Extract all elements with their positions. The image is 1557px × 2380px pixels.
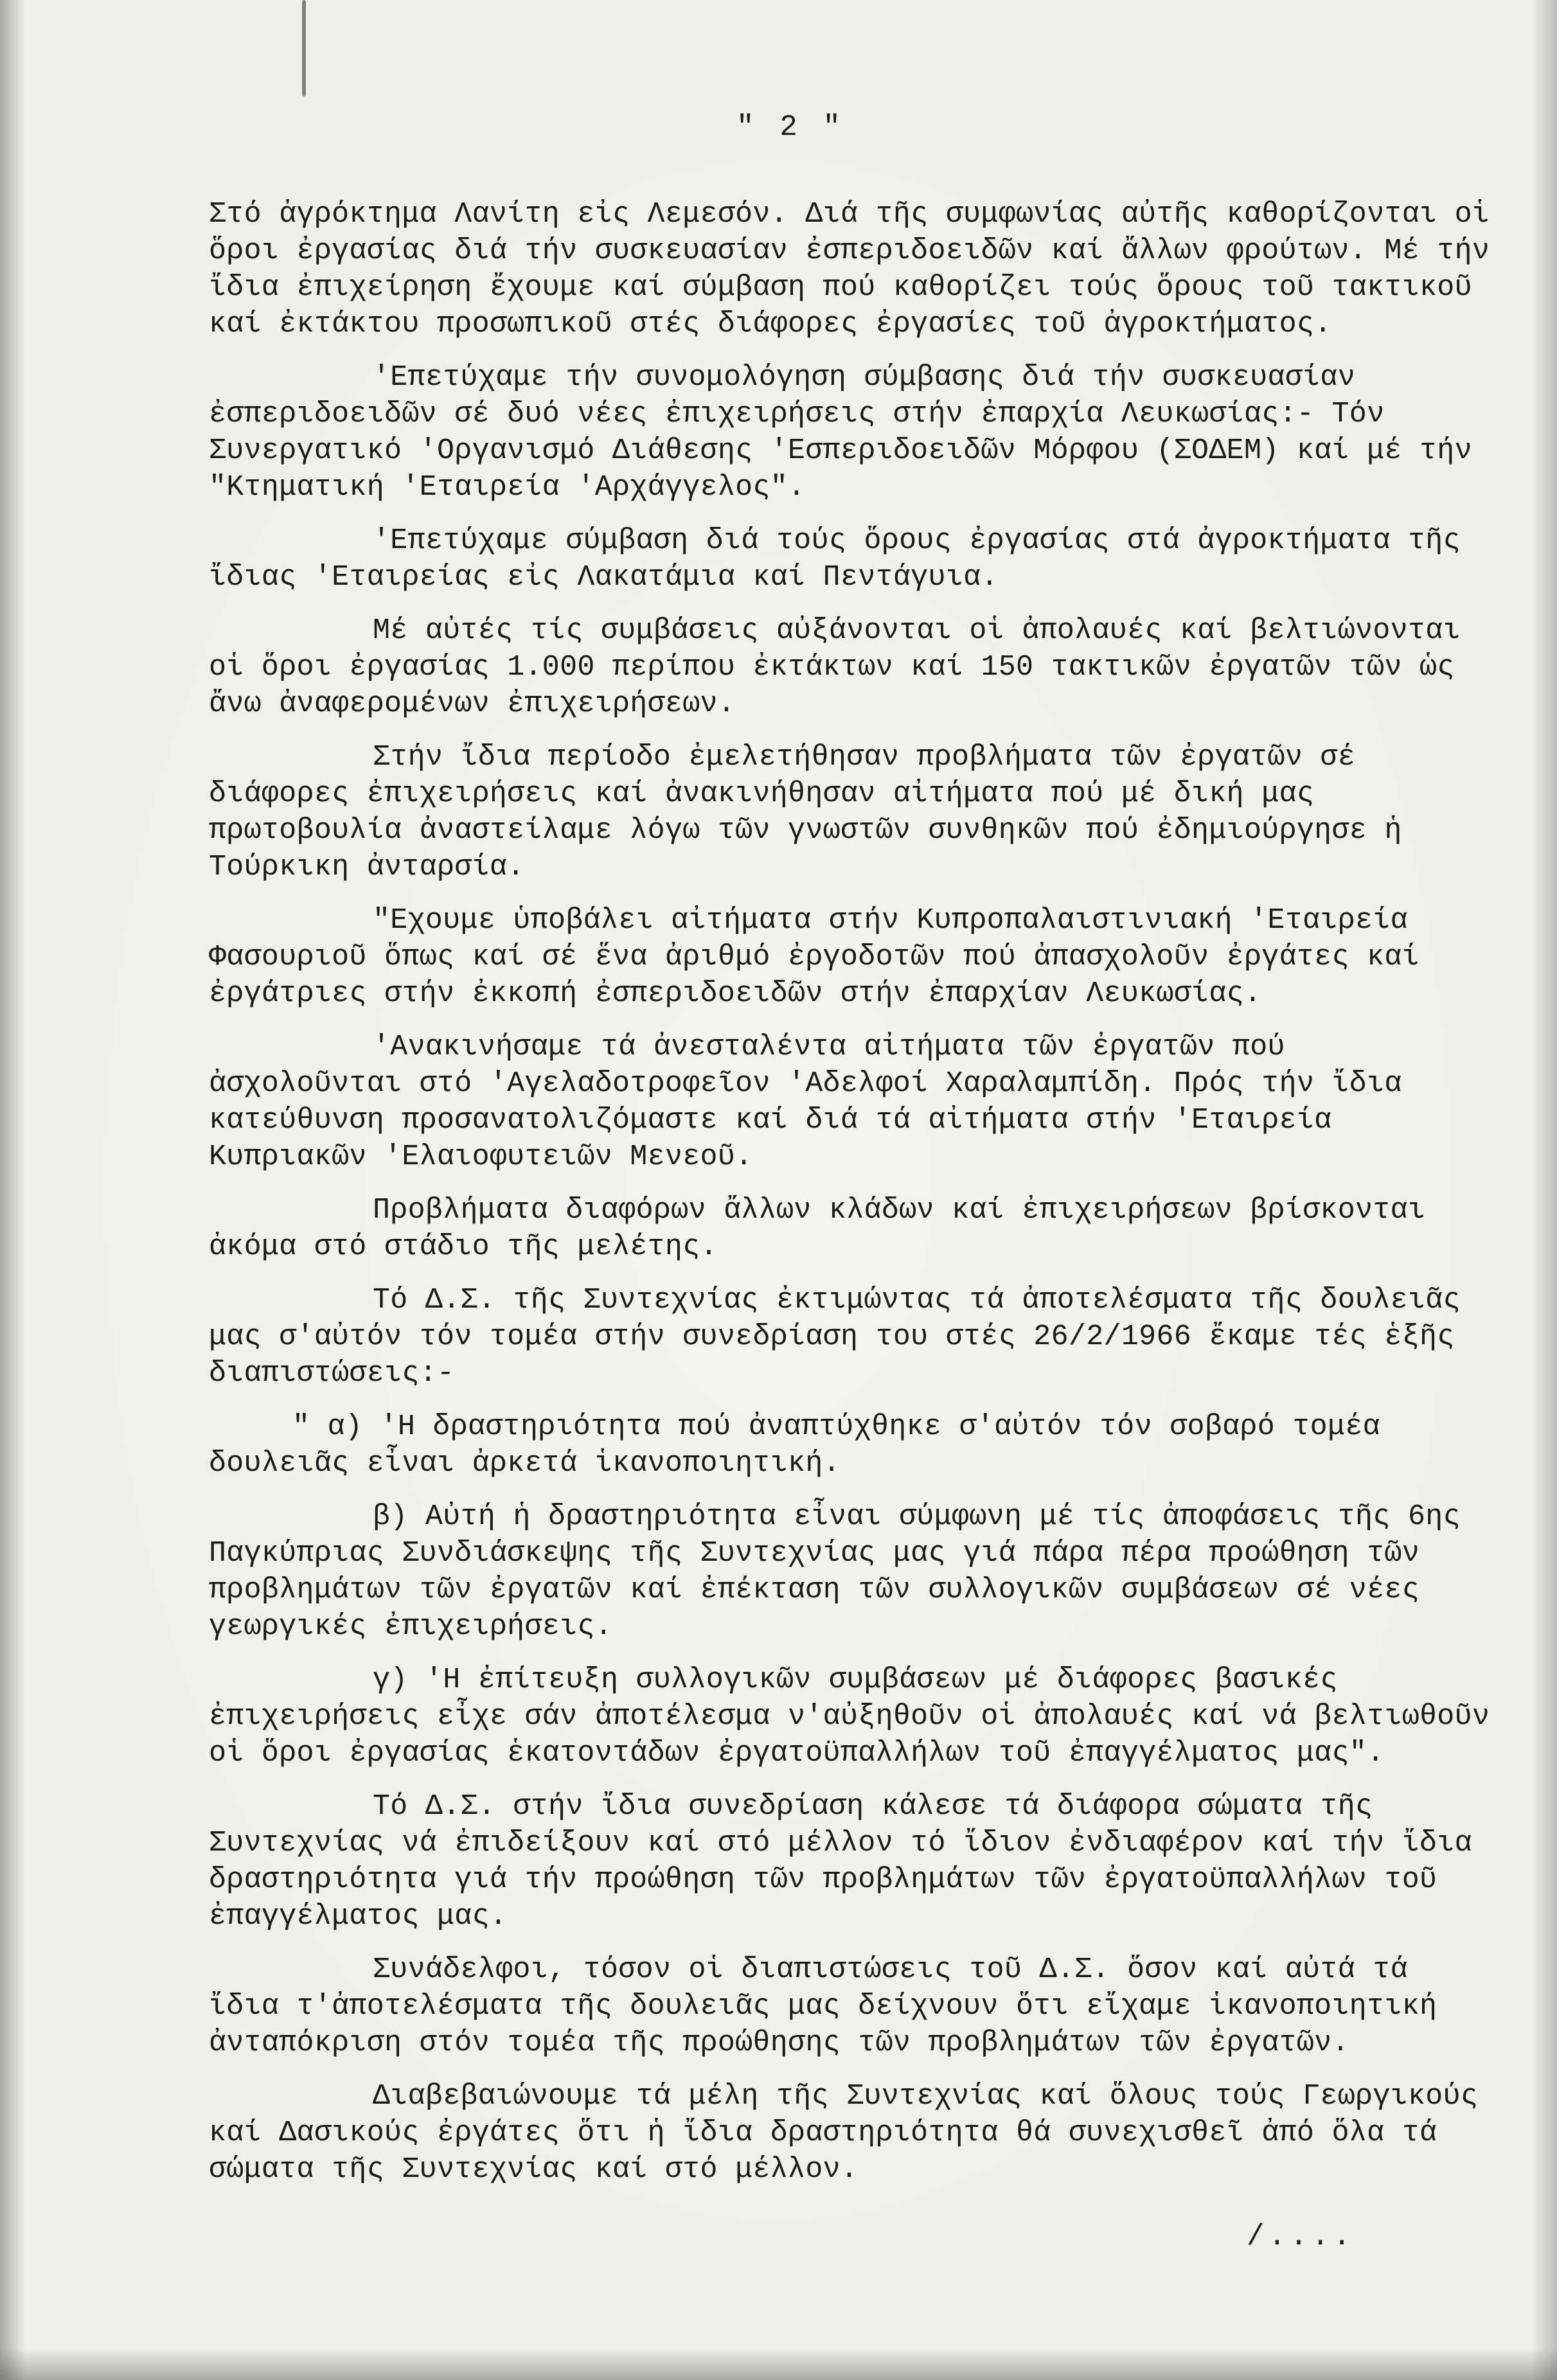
continuation-mark: /.... (1247, 2220, 1355, 2253)
scan-shadow-left (0, 0, 26, 2380)
paragraph: 'Επετύχαμε τήν συνομολόγηση σύμβασης διά τήν συσκευασίαν ἐσπεριδοειδῶν σέ δυό νέες ἐπιχειρήσεις στήν ἐπαρχία Λευκωσίας:- Τόν Συνεργατικό 'Οργανισμό Διάθεσης 'Εσπεριδοειδῶν Μόρφου (ΣΟΔΕΜ) καί μέ τήν "Κτηματική 'Εταιρεία 'Αρχάγγελος". (209, 361, 1472, 504)
paragraph: 'Επετύχαμε σύμβαση διά τούς ὅρους ἐργασίας στά ἀγροκτήματα τῆς ἴδιας 'Εταιρείας εἰς Λακατάμια καί Πεντάγυια. (209, 524, 1461, 594)
list-item-a: " α) 'Η δραστηριότητα πού ἀναπτύχθηκε σ'αὐτόν τόν σοβαρό τομέα δουλειᾶς εἶναι ἀρκετά ἱκανοποιητική. (209, 1410, 1380, 1480)
paragraph: Στήν ἴδια περίοδο ἐμελετήθησαν προβλήματα τῶν ἐργατῶν σέ διάφορες ἐπιχειρήσεις καί ἀνακινήθησαν αἰτήματα πού μέ δική μας πρωτοβουλία ἀναστείλαμε λόγω τῶν γνωστῶν συνθηκῶν πού ἐδημιούργησε ἡ Τούρκικη ἀνταρσία. (209, 741, 1402, 884)
paragraph: Μέ αὐτές τίς συμβάσεις αὐξάνονται οἱ ἀπολαυές καί βελτιώνονται οἱ ὅροι ἐργασίας 1.000 περίπου ἐκτάκτων καί 150 τακτικῶν ἐργατῶν τῶν ὡς ἄνω ἀναφερομένων ἐπιχειρήσεων. (209, 614, 1461, 720)
document-body (209, 196, 1494, 2205)
list-item-b: β) Αὐτή ἡ δραστηριότητα εἶναι σύμφωνη μέ τίς ἀποφάσεις τῆς 6ης Παγκύπριας Συνδιάσκεψης τῆς Συντεχνίας μας γιά πάρα πέρα προώθηση τῶν προβλημάτων τῶν ἐργατῶν καί ἐπέκταση τῶν συλλογικῶν συμβάσεων σέ νέες γεωργικές ἐπιχειρήσεις. (209, 1500, 1461, 1643)
scan-shadow-right (1531, 0, 1557, 2380)
paragraph: 'Ανακινήσαμε τά ἀνεσταλέντα αἰτήματα τῶν ἐργατῶν πού ἀσχολοῦνται στό 'Αγελαδοτροφεῖον 'Αδελφοί Χαραλαμπίδη. Πρός τήν ἴδια κατεύθυνση προσανατολιζόμαστε καί διά τά αἰτήματα στήν 'Εταιρεία Κυπριακῶν 'Ελαιοφυτειῶν Μενεοῦ. (209, 1031, 1402, 1173)
scan-artifact-line (302, 0, 306, 96)
paragraph: Συνάδελφοι, τόσον οἱ διαπιστώσεις τοῦ Δ.Σ. ὅσον καί αὐτά τά ἴδια τ'ἀποτελέσματα τῆς δουλειᾶς μας δείχνουν ὅτι εἴχαμε ἱκανοποιητική ἀνταπόκριση στόν τομέα τῆς προώθησης τῶν προβλημάτων τῶν ἐργατῶν. (209, 1953, 1437, 2059)
list-item-c: γ) 'Η ἐπίτευξη συλλογικῶν συμβάσεων μέ διάφορες βασικές ἐπιχειρήσεις εἶχε σάν ἀποτέλεσμα ν'αὐξηθοῦν οἱ ἀπολαυές καί νά βελτιωθοῦν οἱ ὅροι ἐργασίας ἑκατοντάδων ἐργατοϋπαλλήλων τοῦ ἐπαγγέλματος μας". (209, 1664, 1490, 1770)
paragraph: Τό Δ.Σ. τῆς Συντεχνίας ἐκτιμώντας τά ἀποτελέσματα τῆς δουλειᾶς μας σ'αὐτόν τόν τομέα στήν συνεδρίαση του στές 26/2/1966 ἔκαμε τές ἑξῆς διαπιστώσεις:- (209, 1284, 1461, 1390)
scan-shadow-bottom (0, 2348, 1557, 2380)
paragraph-continuation: Στό ἀγρόκτημα Λανίτη εἰς Λεμεσόν. Διά τῆς συμφωνίας αὐτῆς καθορίζονται οἱ ὅροι ἐργασίας διά τήν συσκευασίαν ἐσπεριδοειδῶν καί ἄλλων φρούτων. Μέ τήν ἴδια ἐπιχείρηση ἔχουμε καί σύμβαση πού καθορίζει τούς ὅρους τοῦ τακτικοῦ καί ἐκτάκτου προσωπικοῦ στές διάφορες ἐργασίες τοῦ ἀγροκτήματος. (209, 198, 1490, 341)
paragraph: Τό Δ.Σ. στήν ἴδια συνεδρίαση κάλεσε τά διάφορα σώματα τῆς Συντεχνίας νά ἐπιδείξουν καί στό μέλλον τό ἴδιον ἐνδιαφέρον καί τήν ἴδια δραστηριότητα γιά τήν προώθηση τῶν προβλημάτων τῶν ἐργατοϋπαλλήλων τοῦ ἐπαγγέλματος μας. (209, 1790, 1472, 1933)
page-number: " 2 " (736, 111, 845, 144)
paragraph: "Εχουμε ὑποβάλει αἰτήματα στήν Κυπροπαλαιστινιακή 'Εταιρεία Φασουριοῦ ὅπως καί σέ ἕνα ἀριθμό ἐργοδοτῶν πού ἀπασχολοῦν ἐργάτες καί ἐργάτριες στήν ἐκκοπή ἐσπεριδοειδῶν στήν ἐπαρχίαν Λευκωσίας. (209, 904, 1420, 1010)
paragraph: Διαβεβαιώνουμε τά μέλη τῆς Συντεχνίας καί ὅλους τούς Γεωργικούς καί Δασικούς ἐργάτες ὅτι ἡ ἴδια δραστηριότητα θά συνεχισθεῖ ἀπό ὅλα τά σώματα τῆς Συντεχνίας καί στό μέλλον. (209, 2080, 1479, 2186)
paragraph: Προβλήματα διαφόρων ἄλλων κλάδων καί ἐπιχειρήσεων βρίσκονται ἀκόμα στό στάδιο τῆς μελέτης. (209, 1194, 1426, 1263)
